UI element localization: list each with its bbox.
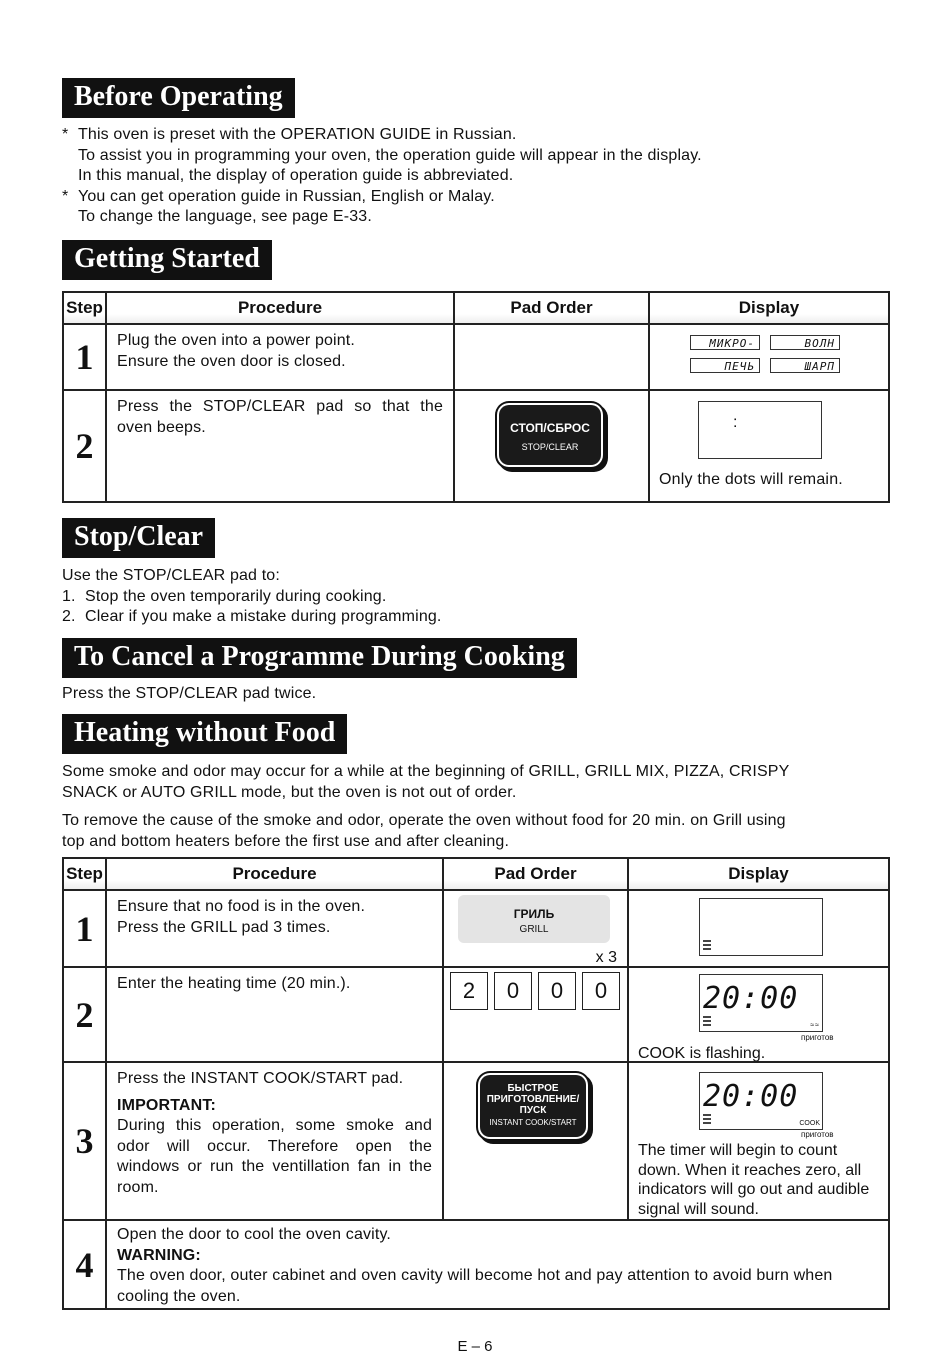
stop-clear-text <box>62 566 442 628</box>
list-item: Stop the oven temporarily during cooking. <box>85 587 387 605</box>
step-procedure <box>106 1220 889 1309</box>
text-line: You can get operation guide in Russian, English or Malay. <box>78 187 495 205</box>
display-time: 20:00 <box>703 1079 799 1114</box>
display-caption: The timer will begin to count down. When it reaches zero, all indicators will go out and audible signal will sound. <box>638 1142 870 1218</box>
step-number: 3 <box>63 1062 106 1220</box>
lcd-segment: ШАРП <box>770 358 840 373</box>
display-time: 20:00 <box>703 981 799 1016</box>
page-number: E – 6 <box>457 1338 493 1355</box>
list-item: Clear if you make a mistake during programming. <box>85 608 442 625</box>
display-screen <box>699 1072 823 1130</box>
section-title-before-operating: Before Operating <box>62 78 295 118</box>
section-title-stop-clear: Stop/Clear <box>62 518 215 558</box>
stop-clear-pad[interactable] <box>499 405 601 465</box>
step-display <box>628 890 889 967</box>
step-number: 1 <box>63 324 106 390</box>
header-step: Step <box>63 292 106 324</box>
step-number: 2 <box>63 390 106 502</box>
heating-table <box>62 857 890 1310</box>
text-line: This oven is preset with the OPERATION GUIDE in Russian. <box>78 126 517 143</box>
grill-indicator <box>703 940 711 952</box>
step-display <box>649 324 889 390</box>
number-key-0[interactable]: 0 <box>538 972 576 1010</box>
cook-indicator-en: COOK <box>799 1120 820 1127</box>
step-display <box>628 1062 889 1220</box>
text-line: top and bottom heaters before the first use and after cleaning. <box>62 832 510 850</box>
grill-pad[interactable] <box>458 895 610 943</box>
display-dots: : <box>733 414 738 431</box>
cook-indicator-ru: приготов <box>801 1033 834 1042</box>
pad-label-en: INSTANT COOK/START <box>489 1118 577 1127</box>
bullet-mark: * <box>62 187 69 205</box>
step-procedure: Plug the oven into a power point. Ensure the oven door is closed. <box>106 324 454 390</box>
header-pad-order: Pad Order <box>443 858 628 890</box>
pad-label-ru-line: ПУСК <box>519 1105 547 1116</box>
step-pad-order <box>443 890 628 967</box>
step-pad-order <box>454 324 649 390</box>
step-number: 2 <box>63 967 106 1062</box>
step-procedure: Enter the heating time (20 min.). <box>106 967 443 1062</box>
step-display <box>628 967 889 1062</box>
pad-label-ru <box>480 1083 586 1116</box>
display-caption: COOK is flashing. <box>638 1045 766 1062</box>
step-number: 1 <box>63 890 106 967</box>
pad-label-ru-line: БЫСТРОЕ <box>507 1083 559 1094</box>
text-line: SNACK or AUTO GRILL mode, but the oven is not out of order. <box>62 783 517 801</box>
pad-label-ru: ГРИЛЬ <box>513 907 555 921</box>
grill-indicator <box>703 1114 711 1126</box>
text-line: To change the language, see page E-33. <box>78 208 372 225</box>
step-procedure: Press the STOP/CLEAR pad so that the oven beeps. <box>106 390 454 502</box>
header-step: Step <box>63 858 106 890</box>
header-pad-order: Pad Order <box>454 292 649 324</box>
important-label: IMPORTANT: <box>117 1096 216 1114</box>
step-procedure: Ensure that no food is in the oven. Press the GRILL pad 3 times. <box>106 890 443 967</box>
number-key-2[interactable]: 2 <box>450 972 488 1010</box>
lcd-segment: ПЕЧЬ <box>690 358 760 373</box>
header-procedure: Procedure <box>106 292 454 324</box>
heating-para-1 <box>62 762 789 803</box>
display-screen <box>698 401 822 459</box>
cook-flash-icon: ≈≈ <box>810 1022 820 1029</box>
getting-started-table <box>62 291 890 503</box>
before-operating-text <box>62 125 702 228</box>
section-title-getting-started: Getting Started <box>62 240 272 280</box>
pad-label-en: GRILL <box>519 924 549 935</box>
intro-line: Use the STOP/CLEAR pad to: <box>62 567 280 584</box>
text-line: Some smoke and odor may occur for a while at the beginning of GRILL, GRILL MIX, PIZZA, CRISPY <box>62 763 790 780</box>
lcd-segment: МИКРО- <box>690 335 760 350</box>
press-count: x 3 <box>595 949 617 966</box>
pad-label-en: STOP/CLEAR <box>521 442 579 452</box>
step-number: 4 <box>63 1220 106 1309</box>
header-display: Display <box>649 292 889 324</box>
display-screen <box>699 898 823 956</box>
header-procedure: Procedure <box>106 858 443 890</box>
text-line: To remove the cause of the smoke and odor, operate the oven without food for 20 min. on Grill using <box>62 812 786 829</box>
cancel-text: Press the STOP/CLEAR pad twice. <box>62 685 317 702</box>
display-screen <box>699 974 823 1032</box>
procedure-text: Press the INSTANT COOK/START pad. <box>117 1070 404 1087</box>
pad-label-ru: СТОП/СБРОС <box>510 421 590 435</box>
number-key-0[interactable]: 0 <box>582 972 620 1010</box>
pad-label-ru-line: ПРИГОТОВЛЕНИЕ/ <box>486 1094 580 1105</box>
step-procedure <box>106 1062 443 1220</box>
step-pad-order <box>443 967 628 1062</box>
display-caption: Only the dots will remain. <box>659 471 843 488</box>
bullet-mark: * <box>62 126 69 143</box>
text-line: To assist you in programming your oven, the operation guide will appear in the display. <box>78 146 702 164</box>
step-pad-order <box>443 1062 628 1220</box>
heating-para-2 <box>62 811 786 852</box>
procedure-text: Open the door to cool the oven cavity. <box>117 1226 392 1243</box>
instant-cook-start-pad[interactable] <box>480 1075 586 1137</box>
important-text: During this operation, some smoke and odor will occur. Therefore open the windows or run the ventillation fan in the room. <box>117 1117 432 1196</box>
lcd-segment: ВОЛН <box>770 335 840 350</box>
header-display: Display <box>628 858 889 890</box>
step-display <box>649 390 889 502</box>
section-title-cancel: To Cancel a Programme During Cooking <box>62 638 577 678</box>
list-mark: 1. <box>62 587 76 605</box>
grill-indicator <box>703 1016 711 1028</box>
warning-label: WARNING: <box>117 1246 201 1264</box>
cook-indicator-ru: приготов <box>801 1130 834 1139</box>
list-mark: 2. <box>62 608 76 625</box>
section-title-heating: Heating without Food <box>62 714 347 754</box>
warning-text: The oven door, outer cabinet and oven cavity will become hot and pay attention to avoid burn when cooling the oven. <box>117 1267 833 1305</box>
number-key-0[interactable]: 0 <box>494 972 532 1010</box>
text-line: In this manual, the display of operation guide is abbreviated. <box>78 167 514 184</box>
step-pad-order <box>454 390 649 502</box>
